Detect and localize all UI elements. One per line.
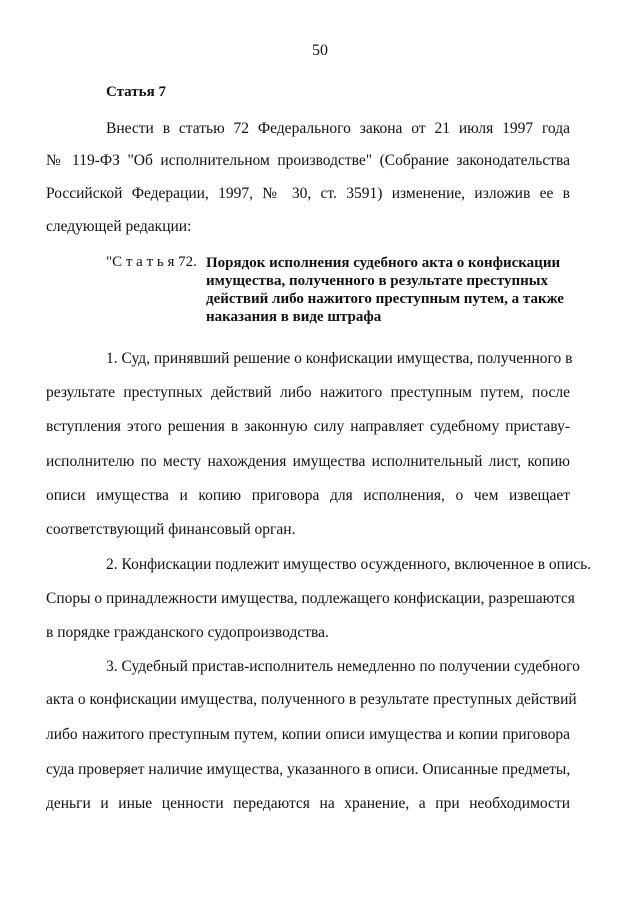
paragraph-line: в порядке гражданского судопроизводства. <box>46 624 329 641</box>
intro-line: следующей редакции: <box>46 218 192 235</box>
article-title-line: Порядок исполнения судебного акта о конфискации <box>206 255 561 271</box>
intro-line: № 119-ФЗ "Об исполнительном производстве" (Собрание законодательства <box>46 152 570 169</box>
article-title-line: имущества, полученного в результате преступных <box>206 273 548 289</box>
paragraph-line: описи имущества и копию приговора для исполнения, о чем извещает <box>46 487 570 504</box>
intro-line: Внести в статью 72 Федерального закона от 21 июля 1997 года <box>106 120 570 137</box>
paragraph-line: Споры о принадлежности имущества, подлежащего конфискации, разрешаются <box>46 590 575 607</box>
article-title-line: действий либо нажитого преступным путем, а также <box>206 291 564 307</box>
paragraph-line: 1. Суд, принявший решение о конфискации имущества, полученного в <box>106 350 573 367</box>
paragraph-line: деньги и иные ценности передаются на хранение, а при необходимости <box>46 795 570 812</box>
paragraph-line: 2. Конфискации подлежит имущество осужденного, включенное в опись. <box>106 556 592 573</box>
article-label: "С т а т ь я 72. <box>106 254 197 270</box>
article-title-line: наказания в виде штрафа <box>206 309 382 325</box>
paragraph-line: результате преступных действий либо нажитого преступным путем, после <box>46 384 570 401</box>
paragraph-line: суда проверяет наличие имущества, указанного в описи. Описанные предметы, <box>46 761 571 778</box>
article-title <box>206 254 572 326</box>
intro-line: Российской Федерации, 1997, № 30, ст. 3591) изменение, изложив ее в <box>46 185 570 202</box>
paragraph-line: вступления этого решения в законную силу направляет судебному приставу- <box>46 418 570 435</box>
paragraph-line: акта о конфискации имущества, полученного в результате преступных действий <box>46 691 577 708</box>
article-heading: Статья 7 <box>106 84 166 100</box>
paragraph-line: либо нажитого преступным путем, копии описи имущества и копии приговора <box>46 726 570 743</box>
paragraph-line: исполнителю по месту нахождения имущества исполнительный лист, копию <box>46 453 570 470</box>
paragraph-line: соответствующий финансовый орган. <box>46 521 296 538</box>
page-number: 50 <box>312 42 328 59</box>
paragraph-line: 3. Судебный пристав-исполнитель немедленно по получении судебного <box>106 658 580 675</box>
